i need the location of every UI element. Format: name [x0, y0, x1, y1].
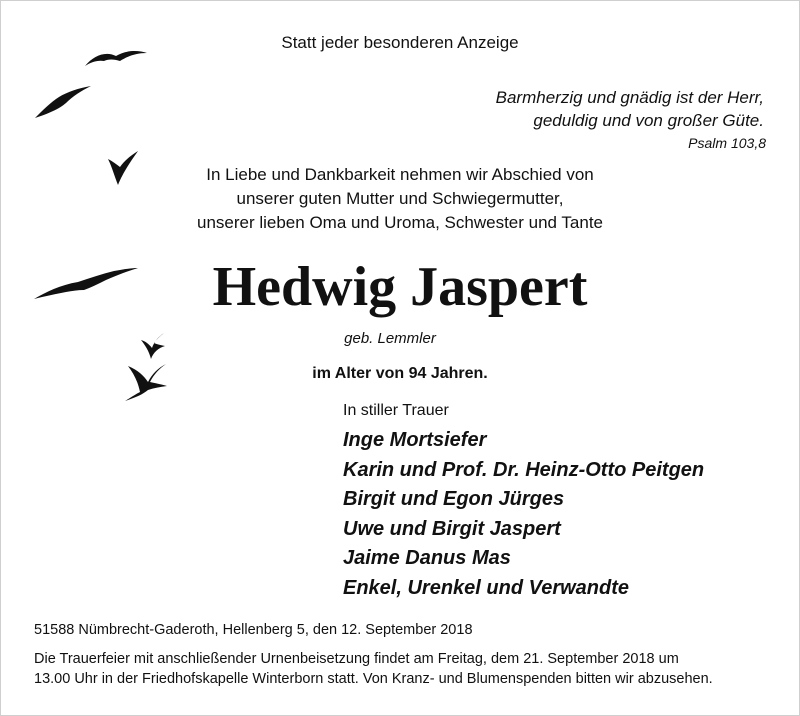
- mourner-name: Uwe und Birgit Jaspert: [343, 517, 561, 540]
- deceased-name: Hedwig Jaspert: [212, 256, 588, 318]
- address-line: 51588 Nümbrecht-Gaderoth, Hellenberg 5, den 12. September 2018: [34, 622, 473, 638]
- intro-line: unserer guten Mutter und Schwiegermutter,: [236, 189, 564, 208]
- mourner-name: Karin und Prof. Dr. Heinz-Otto Peitgen: [343, 458, 705, 481]
- intro-line: unserer lieben Oma und Uroma, Schwester und Tante: [196, 213, 604, 232]
- verse-line: Barmherzig und gnädig ist der Herr,: [495, 88, 764, 107]
- intro-line: In Liebe und Dankbarkeit nehmen wir Abschied von: [206, 165, 594, 184]
- maiden-name: geb. Lemmler: [344, 330, 436, 347]
- flying-bird-icon: [33, 84, 93, 120]
- intro-text: [0, 163, 800, 235]
- mourner-name: Jaime Danus Mas: [343, 547, 511, 569]
- verse-line: geduldig und von großer Güte.: [533, 111, 764, 130]
- notice-header: Statt jeder besonderen Anzeige: [281, 33, 519, 52]
- mourner-name: Inge Mortsiefer: [343, 429, 487, 451]
- mourner-name: Birgit und Egon Jürges: [343, 488, 565, 510]
- bible-verse: [496, 86, 764, 132]
- mourning-label: In stiller Trauer: [343, 402, 449, 419]
- verse-reference: Psalm 103,8: [688, 135, 766, 151]
- mourners-list: [343, 426, 704, 603]
- age-at-death: im Alter von 94 Jahren.: [312, 365, 488, 382]
- service-info: [34, 649, 774, 689]
- service-line: 13.00 Uhr in der Friedhofskapelle Winterborn statt. Von Kranz- und Blumenspenden bitten wir abzusehen.: [34, 671, 713, 687]
- service-line: Die Trauerfeier mit anschließender Urnenbeisetzung findet am Freitag, dem 21. September 2018 um: [34, 651, 679, 667]
- mourner-name: Enkel, Urenkel und Verwandte: [343, 576, 630, 599]
